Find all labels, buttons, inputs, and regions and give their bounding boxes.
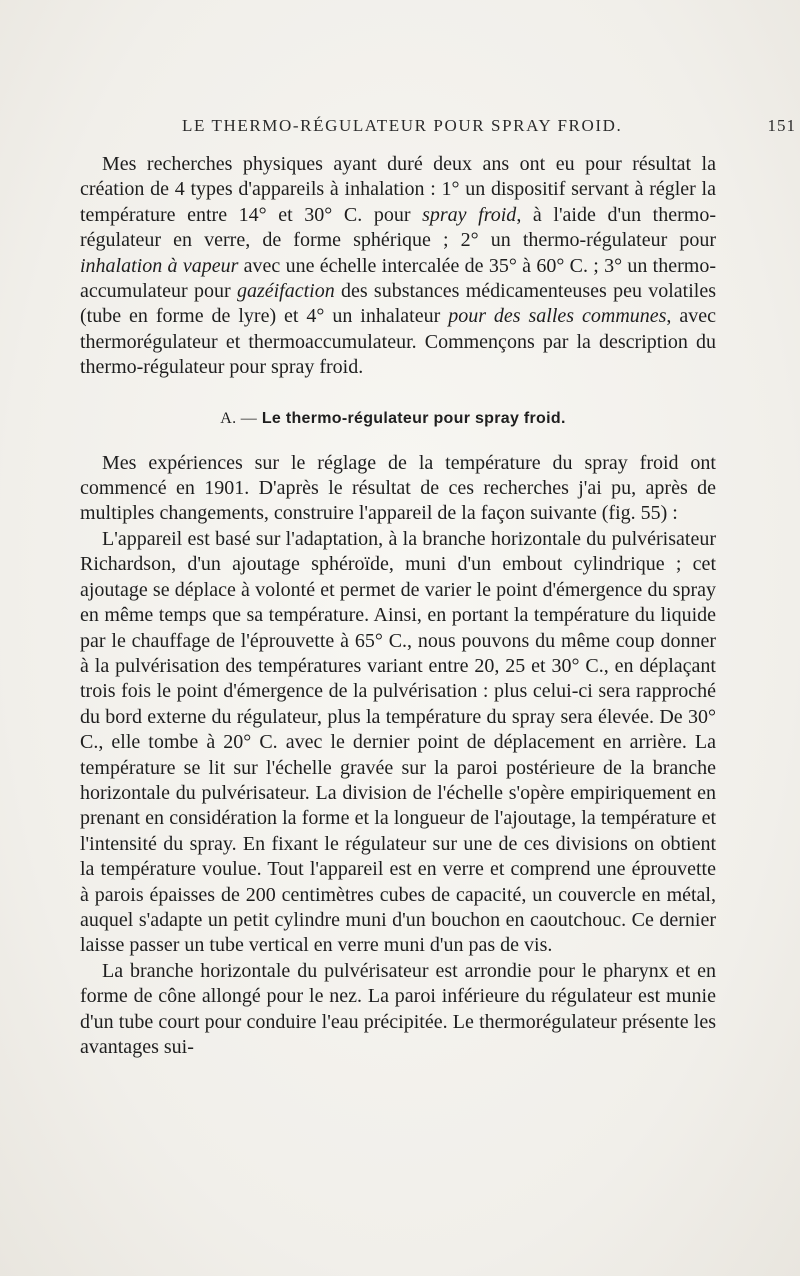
section-letter: A. — — [220, 409, 258, 427]
intro-segment: avec une échelle intercalée de 35° à 60° C. ; 3° un thermo-accumulateur pour — [80, 254, 716, 303]
intro-paragraph — [80, 152, 716, 381]
intro-segment: des substances médicamenteuses peu volatiles (tube en forme de lyre) et 4° un inhalateur — [80, 280, 716, 328]
intro-segment: , à l'aide d'un thermo-régulateur en verre, de forme sphérique ; 2° un thermo-régulateur pour — [80, 203, 716, 252]
section-heading — [80, 409, 716, 429]
body-paragraph: La branche horizontale du pulvérisateur est arrondie pour le pharynx et en forme de cône allongé pour le nez. La paroi inférieure du régulateur est munie d'un tube court pour conduire l'eau précipitée. Le thermorégulateur présente les avantages sui- — [80, 959, 716, 1058]
body-paragraph: L'appareil est basé sur l'adaptation, à la branche horizontale du pulvérisateur Richardson, d'un ajoutage sphéroïde, muni d'un embout cylindrique ; cet ajoutage se déplace à volonté et permet de varier le point d'émergence du spray en même temps que sa température. Ainsi, en portant la température du liquide par le chauffage de l'éprouvette à 65° C., nous pouvons du même coup donner à la pulvérisation des températures variant entre 20, 25 et 30° C., en déplaçant trois fois le point d'émergence de la pulvérisation : plus celui-ci sera rapproché du bord externe du régulateur, plus la température du spray sera élevée. De 30° C., elle tombe à 20° C. avec le dernier point de déplacement en arrière. La température se lit sur l'échelle gravée sur la paroi postérieure de la branche horizontale du pulvérisateur. La division de l'échelle s'opère empiriquement en prenant en considération la forme et la longueur de l'ajoutage, la température et l'intensité du spray. En fixant le régulateur sur une de ces divisions on obtient la température voulue. Tout l'appareil est en verre et comprend une éprouvette à parois épaisses de 200 centimètres cubes de capacité, un couvercle en métal, auquel s'adapte un petit cylindre muni d'un bouchon en caoutchouc. Ce dernier laisse passer un tube vertical en verre muni d'un pas de vis. — [80, 527, 716, 957]
intro-segment-italic: gazéifaction — [236, 280, 335, 303]
body-text — [80, 152, 716, 1060]
intro-segment-italic: pour des salles communes — [448, 305, 667, 328]
body-paragraph: Mes expériences sur le réglage de la température du spray froid ont commencé en 1901. D'après le résultat de ces recherches j'ai pu, après de multiples changements, construire l'appareil de la façon suivante (fig. 55) : — [80, 451, 716, 525]
intro-segment-italic: spray froid — [422, 203, 517, 226]
section-title: Le thermo-régulateur pour spray froid. — [261, 409, 566, 427]
running-head-title: LE THERMO-RÉGULATEUR POUR SPRAY FROID. — [182, 116, 623, 135]
intro-segment: , avec thermorégulateur et thermoaccumulateur. Commençons par la description du thermo-régulateur pour spray froid. — [80, 305, 716, 379]
intro-segment: Mes recherches physiques ayant duré deux ans ont eu pour résultat la création de 4 types d'appareils à inhalation : 1° un dispositif servant à régler la température entre 14° et 30° C. pour — [80, 153, 716, 226]
running-head — [182, 116, 796, 142]
page-number: 151 — [767, 116, 796, 135]
intro-segment-italic: inhalation à vapeur — [80, 254, 239, 277]
